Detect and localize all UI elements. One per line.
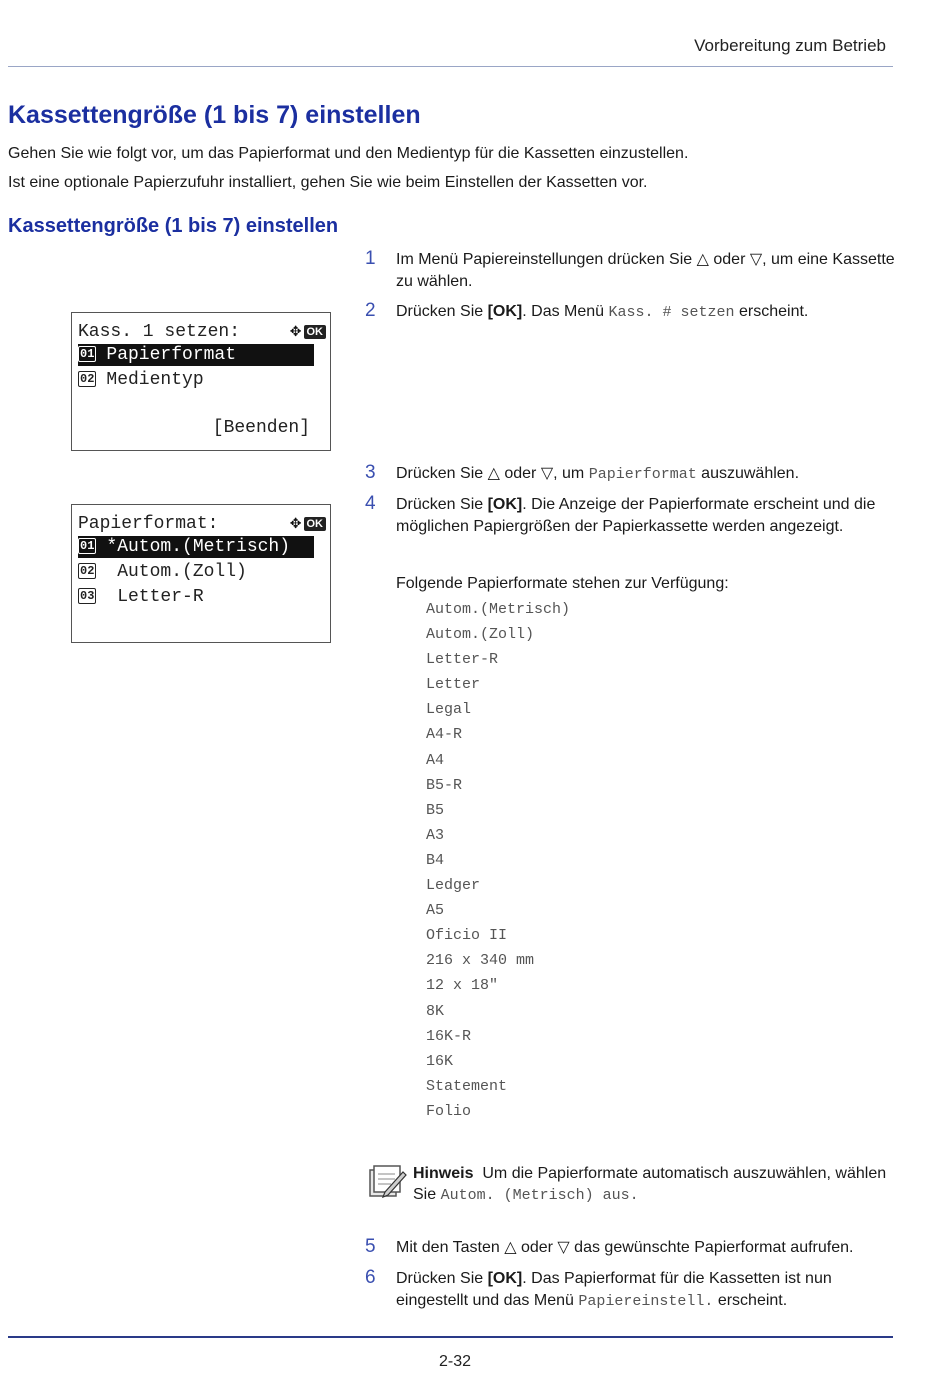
step-text-5: Mit den Tasten △ oder ▽ das gewünschte Papierformat aufrufen.: [396, 1239, 854, 1256]
step-number-2: 2: [365, 300, 376, 321]
lcd-item-medientyp: 02 Medientyp: [80, 370, 204, 390]
step-number-5: 5: [365, 1236, 376, 1257]
step-text-3: Drücken Sie △ oder ▽, um Papierformat auszuwählen.: [396, 465, 800, 483]
header-rule: [8, 66, 893, 67]
list-item: A3: [426, 826, 445, 844]
lcd-panel-cassette-menu: [71, 312, 331, 451]
note-pencil-icon: [367, 1162, 407, 1200]
note-text: Hinweis Um die Papierformate automatisch auszuwählen, wählen Sie Autom. (Metrisch) aus.: [413, 1165, 887, 1204]
list-item: A4-R: [426, 726, 463, 744]
intro-line-2: Ist eine optionale Papierzufuhr installiert, gehen Sie wie beim Einstellen der Kassetten vor.: [8, 174, 648, 191]
step-number-3: 3: [365, 462, 376, 483]
step-text-4: Drücken Sie [OK]. Die Anzeige der Papierformate erscheint und die möglichen Papiergrößen der Papierkassette werden angezeigt.: [396, 496, 876, 535]
available-formats-label: Folgende Papierformate stehen zur Verfügung:: [396, 575, 729, 592]
lcd-item-letter-r: 03 Letter-R: [80, 587, 204, 607]
list-item: 216 x 340 mm: [426, 952, 535, 970]
page-number: 2-32: [438, 1353, 472, 1370]
section-title: Kassettengröße (1 bis 7) einstellen: [8, 215, 339, 237]
list-item: 16K: [426, 1052, 454, 1070]
step-number-4: 4: [365, 493, 376, 514]
running-header: Vorbereitung zum Betrieb: [694, 36, 886, 55]
list-item: A4: [426, 751, 445, 769]
format-list: [426, 597, 570, 1124]
step-text-2: Drücken Sie [OK]. Das Menü Kass. # setzen erscheint.: [396, 303, 809, 321]
list-item: A5: [426, 902, 445, 920]
ok-nav-icon: [290, 323, 326, 340]
ok-key-icon: OK: [304, 325, 327, 339]
lcd-exit-softkey: [Beenden]: [212, 418, 310, 438]
lcd-title: Papierformat:: [78, 514, 219, 534]
list-item: Autom.(Metrisch): [426, 601, 571, 618]
ok-nav-icon: [290, 515, 326, 532]
step-text-6: Drücken Sie [OK]. Das Papierformat für die Kassetten ist nun eingestellt und das Menü Papiereinstell. erscheint.: [396, 1270, 832, 1310]
list-item: Folio: [426, 1102, 472, 1120]
step-number-6: 6: [365, 1267, 376, 1288]
lcd-item-papierformat: 01 Papierformat: [78, 344, 314, 366]
list-item: B5: [426, 801, 445, 819]
lcd-item-autom-metrisch: 01 *Autom.(Metrisch): [78, 536, 314, 558]
step-text-1: Im Menü Papiereinstellungen drücken Sie △ oder ▽, um eine Kassette zu wählen.: [396, 251, 895, 290]
list-item: Ledger: [426, 877, 481, 895]
ok-key-icon: OK: [304, 517, 327, 531]
list-item: Statement: [426, 1077, 508, 1095]
list-item: Autom.(Zoll): [426, 626, 535, 644]
intro-line-1: Gehen Sie wie folgt vor, um das Papierformat und den Medientyp für die Kassetten einzustellen.: [8, 145, 689, 162]
list-item: 16K-R: [426, 1027, 472, 1045]
lcd-item-autom-zoll: 02 Autom.(Zoll): [80, 562, 247, 582]
arrow-keys-icon: ✥: [289, 515, 302, 531]
list-item: Letter: [426, 676, 481, 694]
list-item: B4: [426, 851, 445, 869]
page-title: Kassettengröße (1 bis 7) einstellen: [8, 101, 421, 129]
lcd-panel-paper-format: [71, 504, 331, 643]
arrow-keys-icon: ✥: [289, 323, 302, 339]
list-item: Letter-R: [426, 651, 499, 669]
step-number-1: 1: [365, 248, 376, 269]
list-item: 12 x 18": [426, 977, 499, 995]
list-item: 8K: [426, 1002, 445, 1020]
footer-rule: [8, 1336, 893, 1338]
list-item: B5-R: [426, 776, 463, 794]
list-item: Oficio II: [426, 927, 508, 945]
lcd-title: Kass. 1 setzen:: [78, 322, 241, 342]
list-item: Legal: [426, 701, 472, 719]
